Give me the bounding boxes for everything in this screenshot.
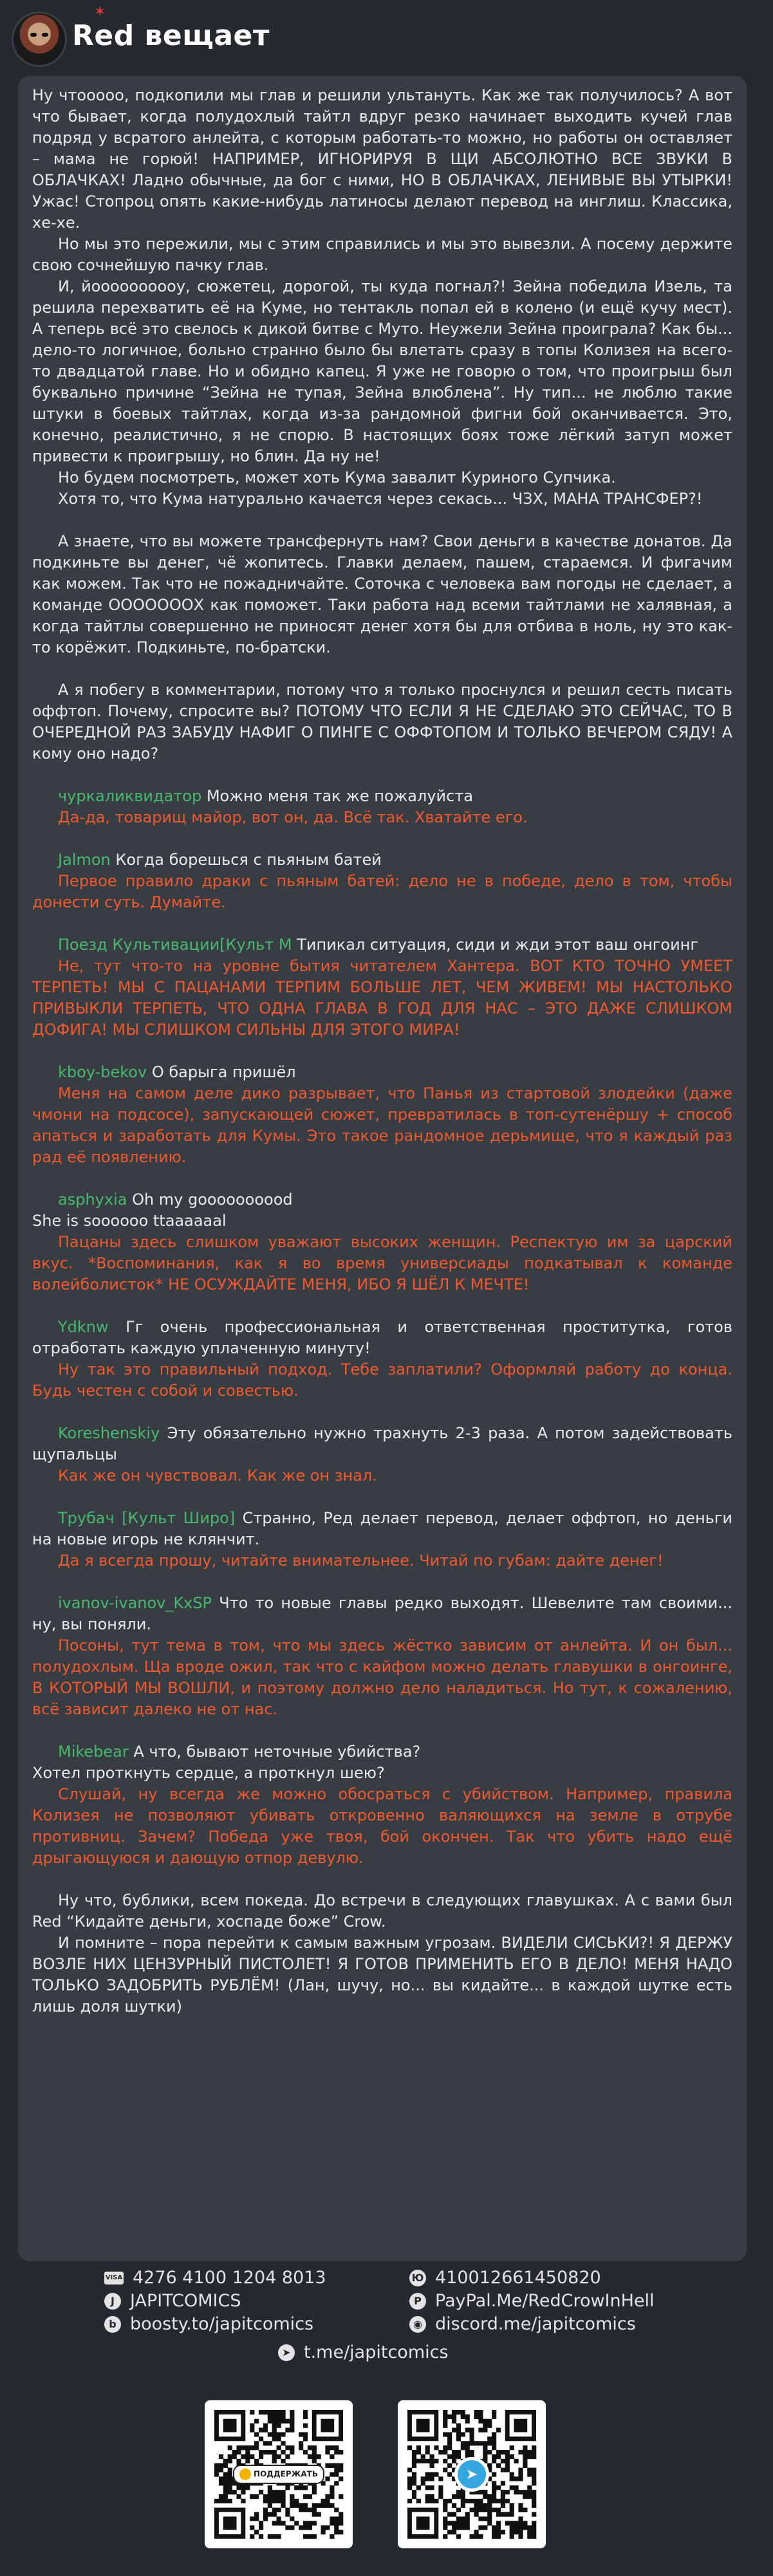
comment-block (32, 1189, 732, 1295)
comment-block (32, 1423, 732, 1487)
comment-username[interactable]: ivanov-ivanov_KxSP (58, 1594, 212, 1612)
comment-body: Что то новые главы редко выходят. Шевелите там своими... ну, вы поняли. (32, 1594, 732, 1633)
boosty-row[interactable] (104, 2314, 313, 2334)
comment-text (32, 1508, 732, 1550)
paypal-icon: P (409, 2293, 426, 2310)
telegram-link[interactable]: t.me/japitcomics (304, 2342, 449, 2362)
closing-paragraph: Ну что, бублики, всем покеда. До встречи в следующих главушках. А с вами был Red “Кидайте деньги, хоспаде боже” Crow. (32, 1891, 732, 1931)
comment-body-line: She is soooooo ttaaaaaal (32, 1212, 227, 1230)
yoomoney-row[interactable] (409, 2268, 601, 2288)
qr-badge (233, 2465, 324, 2484)
qr-badge-label: ПОДДЕРЖАТЬ (254, 2469, 318, 2479)
telegram-icon: ➤ (278, 2344, 295, 2361)
post-paragraph: Но мы это пережили, мы с этим справились и мы это вывезли. А посему держите свою сочнейшую пачку глав. (32, 235, 732, 274)
discord-icon: ◉ (409, 2316, 426, 2333)
qr-code-telegram[interactable] (398, 2400, 546, 2548)
card-number-row[interactable] (104, 2268, 326, 2288)
comment-body: Эту обязательно нужно трахнуть 2-3 раза. А потом задействовать щупальцы (32, 1424, 732, 1463)
comment-text (32, 849, 732, 871)
comment-block (32, 849, 732, 913)
discord-link[interactable]: discord.me/japitcomics (435, 2314, 636, 2334)
japit-label: JAPITCOMICS (130, 2291, 241, 2311)
comment-block (32, 1317, 732, 1402)
japit-icon: J (104, 2293, 121, 2310)
comment-block (32, 934, 732, 1041)
post-paragraph: Хотя то, что Кума натурально качается через секась... ЧЗХ, МАНА ТРАНСФЕР?! (58, 490, 703, 508)
comment-block (32, 786, 732, 828)
boosty-icon: b (104, 2316, 121, 2333)
comment-body: О барыга пришёл (147, 1063, 296, 1081)
post-card (18, 76, 747, 2261)
comment-reply: Меня на самом деле дико разрывает, что Панья из стартовой злодейки (даже чмони на подсосе), запускающей сюжет, превратилась в топ-сутенёршу + способ апаться и заработать для Кумы. Это такое рандомное дерьмище, что я каждый раз рад её появлению. (32, 1084, 732, 1166)
comment-body: Можно меня так же пожалуйста (201, 787, 474, 805)
telegram-row[interactable] (278, 2342, 449, 2362)
comment-text (32, 1593, 732, 1635)
comment-username[interactable]: Ydknw (58, 1318, 109, 1336)
comment-reply: Не, тут что-то на уровне бытия читателем Хантера. ВОТ КТО ТОЧНО УМЕЕТ ТЕРПЕТЬ! МЫ С ПАЦАНАМИ ТЕРПИМ БОЛЬШЕ ЛЕТ, ЧЕМ ЖИВЕМ! МЫ НАСТОЛЬКО ПРИВЫКЛИ ТЕРПЕТЬ, ЧТО ОДНА ГЛАВА В ГОД ДЛЯ НАС – ЭТО ДАЖЕ СЛИШКОМ ДОФИГА! МЫ СЛИШКОМ СИЛЬНЫ ДЛЯ ЭТОГО МИРА! (32, 957, 732, 1039)
comment-username[interactable]: Koreshenskiy (58, 1424, 160, 1442)
comment-username[interactable]: чуркаликвидатор (58, 787, 202, 805)
visa-icon: VISA (104, 2272, 124, 2284)
comment-username[interactable]: Jalmon (58, 851, 111, 869)
comment-text (32, 1189, 732, 1210)
comment-reply: Посоны, тут тема в том, что мы здесь жёстко зависим от анлейта. И он был... полудохлым. Ща вроде ожил, так что с кайфом можно делать главушки в онгоинге, В КОТОРЫЙ МЫ ВОШЛИ, и поэтому должно дело наладиться. Но тут, к сожалению, всё зависит далеко не от нас. (32, 1636, 732, 1718)
comment-body: Странно, Ред делает перевод, делает оффтоп, но деньги на новые игорь не клянчит. (32, 1509, 732, 1548)
yoomoney-number: 410012661450820 (435, 2268, 601, 2288)
boosty-link[interactable]: boosty.to/japitcomics (130, 2314, 314, 2334)
card-number: 4276 4100 1204 8013 (133, 2268, 326, 2288)
post-content (32, 85, 732, 2017)
comment-username[interactable]: Mikebear (58, 1743, 129, 1761)
post-paragraph: А я побегу в комментарии, потому что я только проснулся и решил сесть писать оффтоп. Почему, спросите вы? ПОТОМУ ЧТО ЕСЛИ Я НЕ СДЕЛАЮ ЭТО СЕЙЧАС, ТО В ОЧЕРЕДНОЙ РАЗ ЗАБУДУ НАФИГ О ПИНГЕ С ОФФТОПОМ И ТОЛЬКО ВЕЧЕРОМ СЯДУ! А кому оно надо? (32, 681, 732, 763)
paypal-link[interactable]: PayPal.Me/RedCrowInHell (435, 2291, 655, 2311)
header (0, 0, 773, 76)
comment-username[interactable]: Поезд Культивации[Культ М (58, 936, 292, 954)
comment-body: Гг очень профессиональная и ответственная проститутка, готов отработать каждую уплаченную минуту! (32, 1318, 732, 1357)
page-title: Red вещает (72, 19, 270, 52)
comment-text (32, 786, 732, 807)
comment-reply: Да я всегда прошу, читайте внимательнее. Читай по губам: дайте денег! (58, 1552, 664, 1570)
comment-block (32, 1593, 732, 1720)
comment-text (32, 934, 732, 956)
comment-reply: Да-да, товарищ майор, вот он, да. Всё так. Хватайте его. (58, 808, 528, 826)
comment-text (32, 1317, 732, 1359)
donation-footer (0, 2261, 773, 2576)
comment-username[interactable]: Трубач [Культ Широ] (58, 1509, 236, 1527)
comment-username[interactable]: kboy-bekov (58, 1063, 147, 1081)
post-paragraph: И, йоооооооооу, сюжетец, дорогой, ты куда погнал?! Зейна победила Изель, та решила перехватить её на Куме, но тентакль попал ей в колено (и ещё кучу мест). А теперь всё это свелось к дикой битве с Муто. Неужели Зейна проиграла? Как бы... дело-то логичное, больно странно было бы влетать сразу в топы Колизея на всего-то двадцатой главе. Но и обидно капец. Я уже не говорю о том, что проигрыш был буквально причине “Зейна не тупая, Зейна влюблена”. Ну тип... не люблю такие штуки в боевых тайтлах, когда из-за рандомной фигни бой оканчивается. Это, конечно, реалистично, я не спорю. В настоящих боях тоже лёгкий затуп может привести к проигрышу, но блин. Да ну не! (32, 277, 732, 465)
discord-row[interactable] (409, 2314, 636, 2334)
comment-body: Типикал ситуация, сиди и жди этот ваш онгоинг (292, 936, 698, 954)
star-icon: ✶ (94, 4, 106, 20)
comment-body-line: Хотел проткнуть сердце, а проткнул шею? (32, 1764, 385, 1782)
post-paragraph: Ну чтоoooo, подкопили мы глав и решили ультануть. Как же так получилось? А вот что бывает, когда полудохлый тайтл вдруг резко начинает выходить кучей глав подряд у всратого анлейта, с которым работать-то можно, но работы он оставляет – мама не горюй! НАПРИМЕР, ИГНОРИРУЯ В ЩИ АБСОЛЮТНО ВСЕ ЗВУКИ В ОБЛАЧКАХ! Ладно обычные, да бог с ними, НО В ОБЛАЧКАХ, ЛЕНИВЫЕ ВЫ УТЫРКИ! Ужас! Стопроц опять какие-нибудь латиносы делают перевод на инглиш. Классика, хе-хе. (32, 86, 732, 232)
avatar[interactable] (12, 12, 67, 67)
comment-reply: Первое правило драки с пьяным батей: дело не в победе, дело в том, чтобы донести суть. Думайте. (32, 872, 732, 911)
comment-block (32, 1508, 732, 1571)
comment-username[interactable]: asphyxia (58, 1191, 127, 1209)
comment-reply: Слушай, ну всегда же можно обосраться с убийством. Например, правила Колизея не позволяют убивать откровенно валяющихся на земле в отрубе противниц. Зачем? Победа уже твоя, бой окончен. Так что убить надо ещё дрыгающуюся и дающую отпор девулю. (32, 1785, 732, 1867)
paypal-row[interactable] (409, 2291, 655, 2311)
telegram-logo-icon: ➤ (454, 2457, 489, 2492)
comment-text (32, 1062, 732, 1083)
comment-text (32, 1741, 732, 1763)
comment-reply: Ну так это правильный подход. Тебе заплатили? Оформляй работу до конца. Будь честен с собой и совестью. (32, 1360, 732, 1400)
post-paragraph: Но будем посмотреть, может хоть Кума завалит Куриного Супчика. (58, 468, 616, 486)
comment-block (32, 1741, 732, 1869)
comment-text (32, 1423, 732, 1465)
comment-body: Когда борешься с пьяным батей (110, 851, 382, 869)
comment-body: Oh my goooooooood (127, 1191, 293, 1209)
closing-paragraph: И помните – пора перейти к самым важным угрозам. ВИДЕЛИ СИСЬКИ?! Я ДЕРЖУ ВОЗЛЕ НИХ ЦЕНЗУРНЫЙ ПИСТОЛЕТ! Я ГОТОВ ПРИМЕНИТЬ ЕГО В ДЕЛО! МЕНЯ НАДО ТОЛЬКО ЗАДОБРИТЬ РУБЛЁМ! (Лан, шучу, но... вы кидайте... в каждой шутке есть лишь доля шутки) (32, 1934, 732, 2015)
japit-row[interactable] (104, 2291, 241, 2311)
post-paragraph: А знаете, что вы можете трансфернуть нам? Свои деньги в качестве донатов. Да подкиньте вы денег, чё жопитесь. Главки делаем, пашем, стараемся. И фигачим как можем. Так что не пожадничайте. Соточка с человека вам погоды не сделает, а команде ОООООООХ как поможет. Таки работа над всеми тайтлами не халявная, а когда тайтлы совершенно не приносят денег хотя бы для отбива в ноль, ну это как-то корёжит. Подкиньте, по-братски. (32, 532, 732, 656)
comment-block (32, 1062, 732, 1168)
comment-reply: Как же он чувствовал. Как же он знал. (58, 1467, 377, 1485)
qr-code-donate[interactable] (205, 2400, 353, 2548)
comment-body: А что, бывают неточные убийства? (128, 1743, 421, 1761)
comment-reply: Пацаны здесь слишком уважают высоких женщин. Респектую им за царский вкус. *Воспоминания, как я во время универсиады подкатывал к команде волейболисток* НЕ ОСУЖДАЙТЕ МЕНЯ, ИБО Я ШЁЛ К МЕЧТЕ! (32, 1233, 732, 1293)
yoomoney-icon: Ю (409, 2270, 426, 2286)
